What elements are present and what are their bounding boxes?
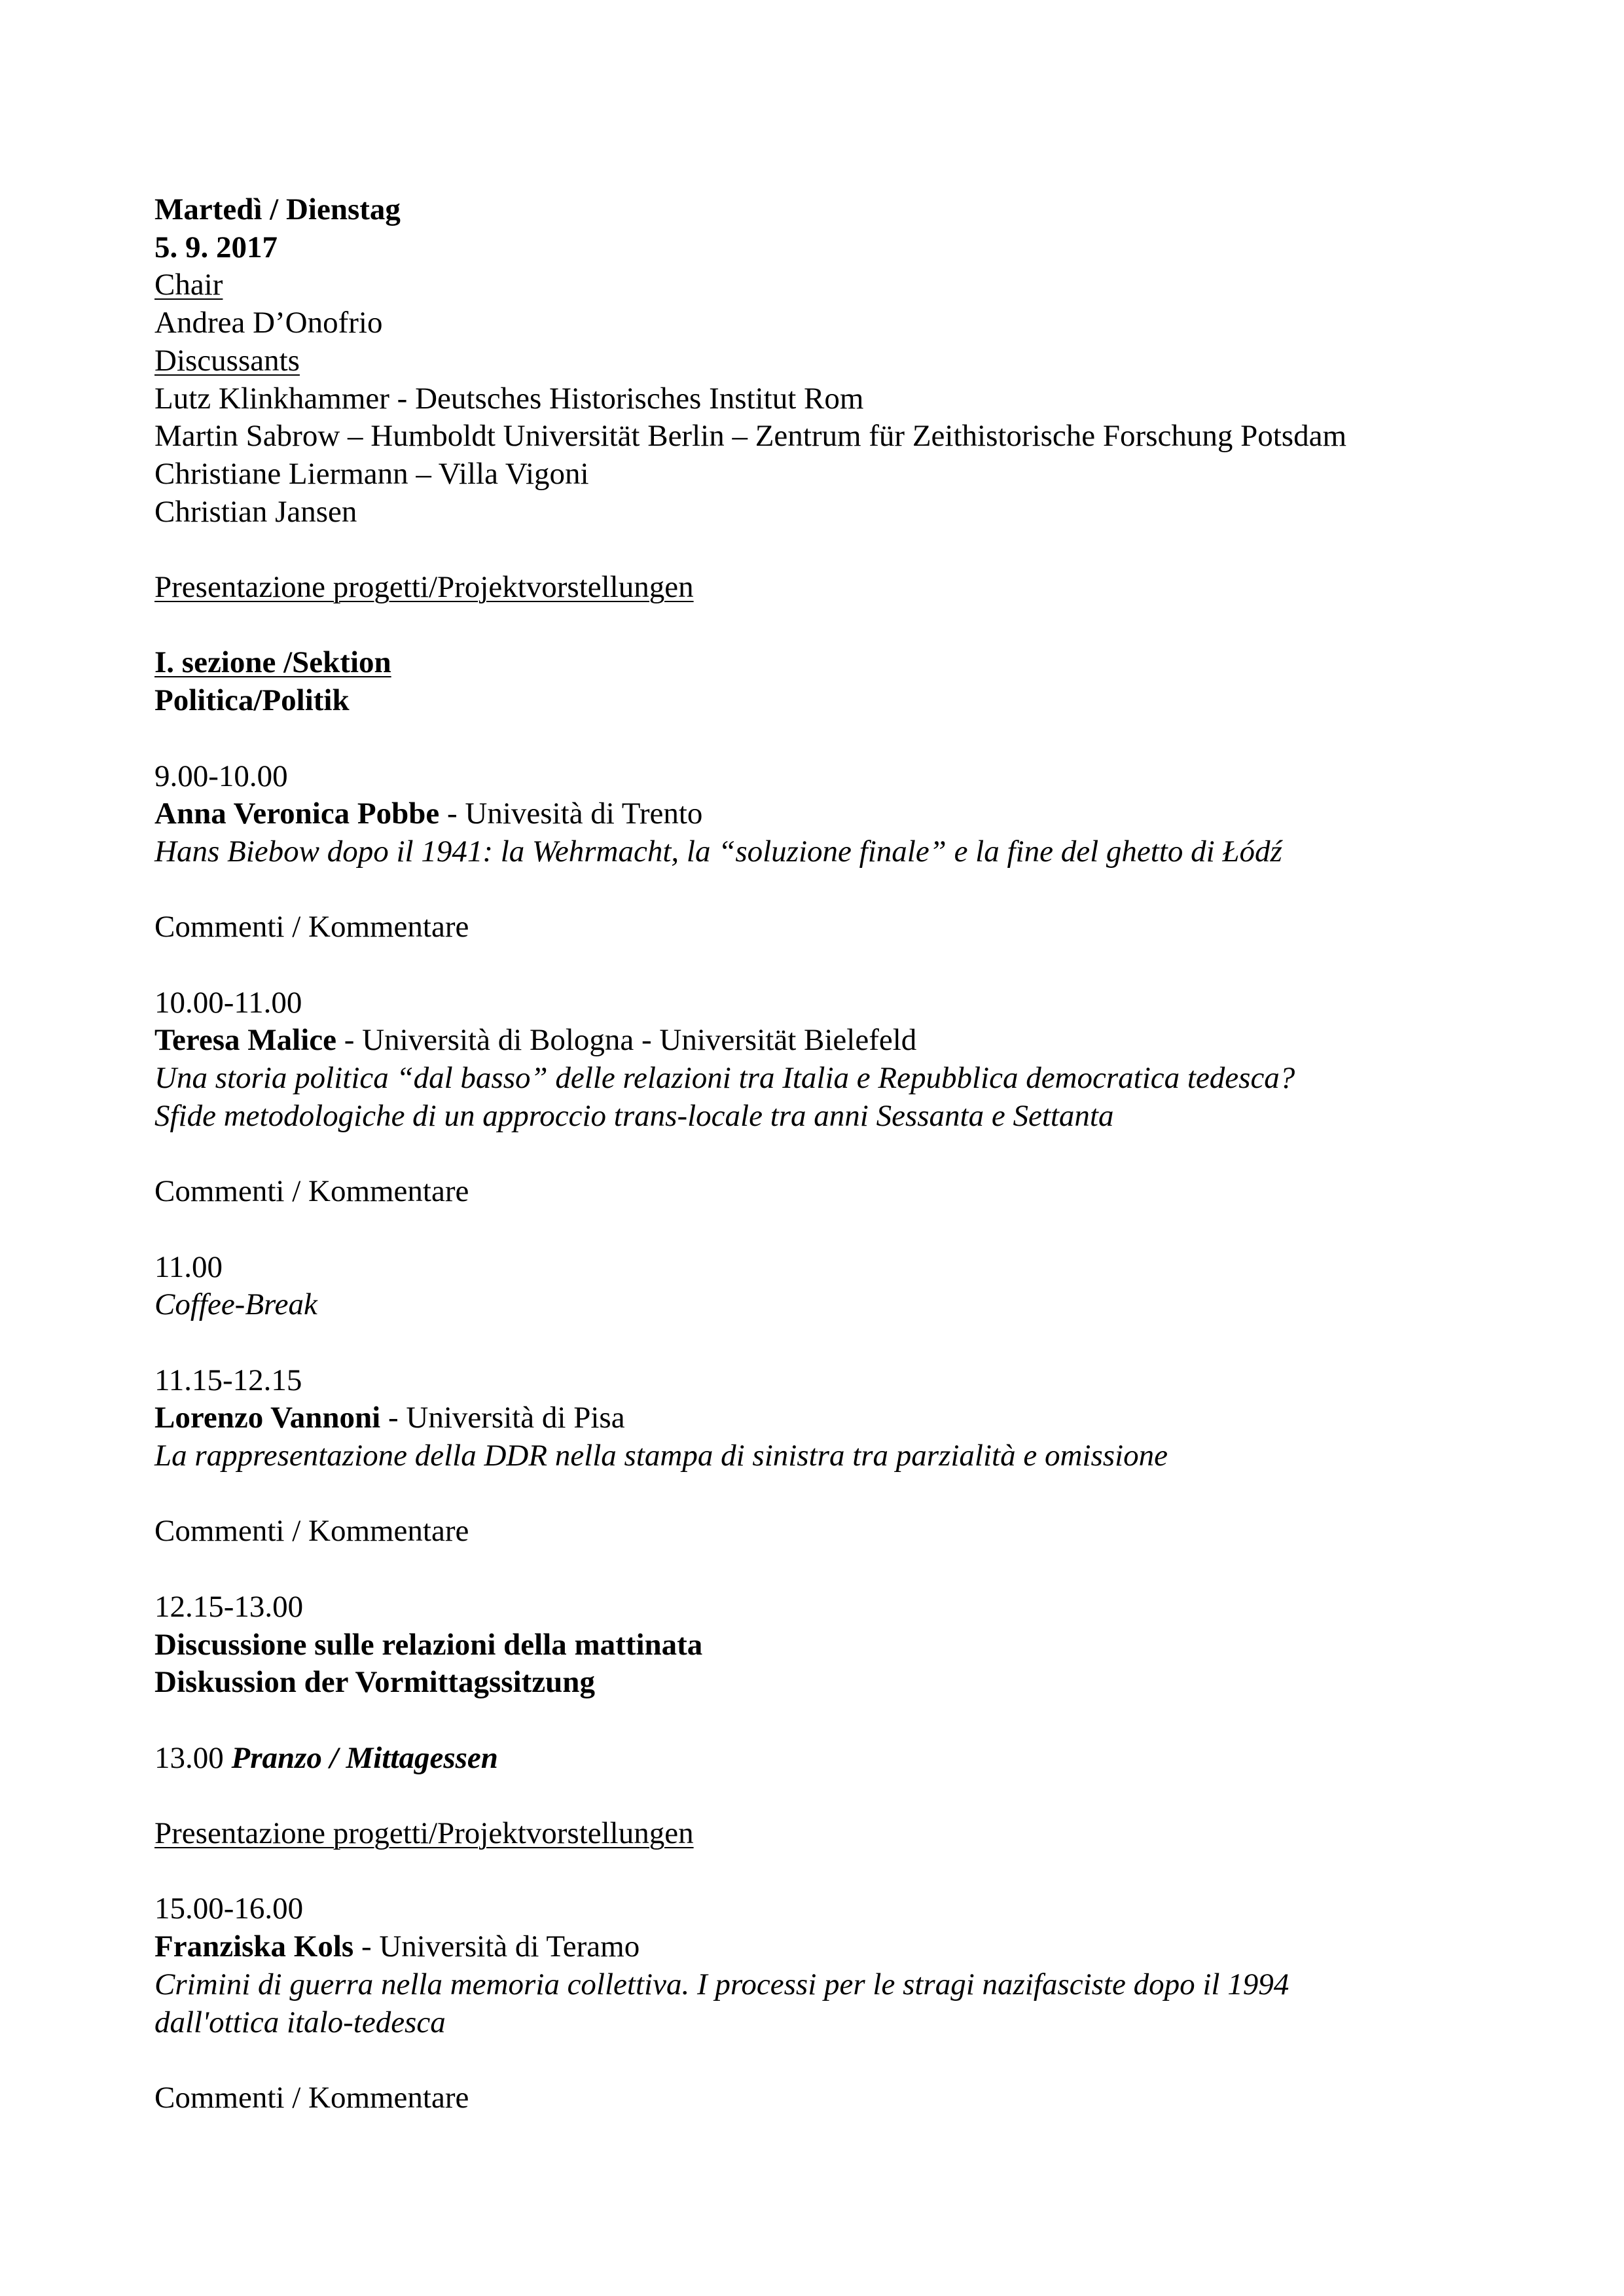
projects-heading: Presentazione progetti/Projektvorstellungen [154, 1816, 694, 1851]
chair-name: Andrea D’Onofrio [154, 306, 383, 340]
lunch-time: 13.00 [154, 1740, 232, 1775]
comments-label: Commenti / Kommentare [154, 1514, 469, 1549]
discussant-item: Martin Sabrow – Humboldt Universität Berlin – Zentrum für Zeithistorische Forschung Potsdam [154, 419, 1346, 454]
session-time: 9.00-10.00 [154, 759, 288, 793]
projects-heading: Presentazione progetti/Projektvorstellungen [154, 570, 694, 605]
talk-title: Crimini di guerra nella memoria collettiva. I processi per le stragi nazifasciste dopo il 1994 [154, 1967, 1290, 2001]
spacer [154, 1853, 1529, 1891]
spacer [154, 1211, 1529, 1249]
comments-label: Commenti / Kommentare [154, 910, 469, 944]
break-label: Coffee-Break [154, 1287, 317, 1322]
break-time: 11.00 [154, 1249, 223, 1284]
session-speaker-line [154, 795, 1529, 833]
programme-page [154, 191, 1529, 2117]
speaker-name: Teresa Malice [154, 1023, 337, 1058]
spacer [154, 1777, 1529, 1815]
speaker-name: Lorenzo Vannoni [154, 1401, 381, 1435]
session-speaker-line [154, 1399, 1529, 1437]
spacer [154, 607, 1529, 645]
day-heading: Martedì / Dienstag [154, 192, 401, 226]
spacer [154, 1324, 1529, 1362]
spacer [154, 871, 1529, 909]
spacer [154, 1475, 1529, 1513]
discussant-item: Lutz Klinkhammer - Deutsches Historisches Institut Rom [154, 381, 864, 416]
speaker-affiliation: - Univesità di Trento [439, 797, 703, 831]
discussion-title-de: Diskussion der Vormittagssitzung [154, 1665, 595, 1700]
section-title: Politica/Politik [154, 683, 350, 718]
discussants-label: Discussants [154, 343, 300, 378]
talk-title: Sfide metodologiche di un approccio trans-locale tra anni Sessanta e Settanta [154, 1098, 1114, 1133]
speaker-name: Franziska Kols [154, 1929, 354, 1964]
session-time: 10.00-11.00 [154, 985, 302, 1020]
lunch-label: Pranzo / Mittagessen [231, 1740, 498, 1775]
speaker-affiliation: - Università di Pisa [380, 1401, 625, 1435]
spacer [154, 2041, 1529, 2079]
session-speaker-line [154, 1928, 1529, 1966]
speaker-affiliation: - Università di Teramo [353, 1929, 640, 1964]
spacer [154, 1551, 1529, 1588]
comments-label: Commenti / Kommentare [154, 2080, 469, 2115]
section-label: I. sezione /Sektion [154, 645, 391, 680]
spacer [154, 1136, 1529, 1174]
talk-title: dall'ottica italo-tedesca [154, 2005, 446, 2039]
session-time: 11.15-12.15 [154, 1363, 302, 1397]
spacer [154, 531, 1529, 569]
chair-label: Chair [154, 268, 223, 302]
spacer [154, 946, 1529, 984]
discussant-item: Christiane Liermann – Villa Vigoni [154, 456, 589, 491]
lunch-line [154, 1740, 1529, 1778]
discussant-item: Christian Jansen [154, 494, 357, 529]
spacer [154, 1702, 1529, 1740]
session-time: 15.00-16.00 [154, 1892, 304, 1926]
discussion-title-it: Discussione sulle relazioni della mattinata [154, 1627, 703, 1662]
date-heading: 5. 9. 2017 [154, 230, 278, 264]
spacer [154, 720, 1529, 758]
talk-title: La rappresentazione della DDR nella stampa di sinistra tra parzialità e omissione [154, 1439, 1168, 1473]
session-speaker-line [154, 1022, 1529, 1060]
talk-title: Una storia politica “dal basso” delle relazioni tra Italia e Repubblica democratica tedesca? [154, 1061, 1295, 1096]
talk-title: Hans Biebow dopo il 1941: la Wehrmacht, la “soluzione finale” e la fine del ghetto di Łódź [154, 834, 1282, 869]
comments-label: Commenti / Kommentare [154, 1174, 469, 1209]
discussion-time: 12.15-13.00 [154, 1589, 304, 1624]
speaker-name: Anna Veronica Pobbe [154, 797, 440, 831]
speaker-affiliation: - Università di Bologna - Universität Bielefeld [336, 1023, 917, 1058]
